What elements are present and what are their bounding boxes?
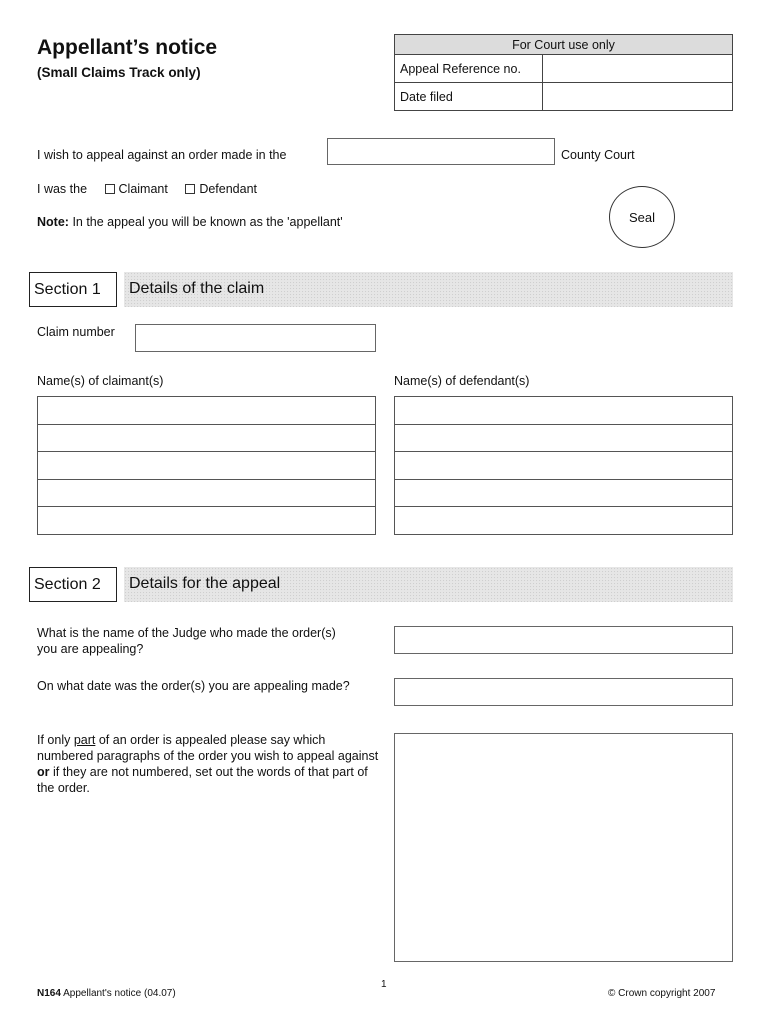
claim-number-label: Claim number — [37, 325, 115, 339]
claimants-table — [37, 396, 376, 535]
seal-label: Seal — [628, 209, 656, 225]
form-code: N164 — [37, 988, 61, 999]
judge-name-field[interactable] — [394, 626, 733, 654]
claimant-label: Claimant — [118, 182, 168, 196]
defendant-name-field[interactable] — [395, 424, 733, 452]
defendants-table — [394, 396, 733, 535]
court-use-heading: For Court use only — [395, 35, 733, 55]
appeal-reference-label: Appeal Reference no. — [395, 55, 543, 83]
claimants-label: Name(s) of claimant(s) — [37, 374, 164, 388]
section-1-number: Section 1 — [29, 272, 117, 307]
defendant-option[interactable] — [185, 182, 257, 196]
or-emphasis: or — [37, 765, 50, 779]
defendants-label: Name(s) of defendant(s) — [394, 374, 530, 388]
claimant-name-field[interactable] — [38, 452, 376, 480]
date-filed-field[interactable] — [543, 83, 733, 111]
appeal-reference-field[interactable] — [543, 55, 733, 83]
defendant-name-field[interactable] — [395, 452, 733, 480]
defendant-name-field[interactable] — [395, 397, 733, 425]
court-seal — [609, 186, 675, 248]
part-order-field[interactable] — [394, 733, 733, 962]
section-1-header — [124, 272, 733, 307]
was-the-label: I was the — [37, 182, 88, 196]
copyright-notice: © Crown copyright 2007 — [608, 988, 716, 999]
note-text: In the appeal you will be known as the 'appellant' — [72, 215, 343, 229]
note-label: Note: — [37, 215, 69, 229]
order-date-field[interactable] — [394, 678, 733, 706]
section-1-title: Details of the claim — [129, 280, 265, 297]
defendant-label: Defendant — [199, 182, 258, 196]
claimant-name-field[interactable] — [38, 397, 376, 425]
form-reference — [37, 988, 176, 999]
claimant-checkbox[interactable] — [105, 184, 115, 194]
part-emphasis: part — [73, 733, 96, 747]
claimant-option[interactable] — [105, 182, 168, 196]
claimant-name-field[interactable] — [38, 507, 376, 535]
section-2-number: Section 2 — [29, 567, 117, 602]
claim-number-field[interactable] — [135, 324, 376, 352]
claimant-name-field[interactable] — [38, 424, 376, 452]
page-number: 1 — [381, 979, 387, 990]
form-name: Appellant's notice (04.07) — [63, 988, 176, 999]
court-use-table — [394, 34, 733, 111]
defendant-checkbox[interactable] — [185, 184, 195, 194]
county-court-field[interactable] — [327, 138, 555, 165]
claimant-name-field[interactable] — [38, 479, 376, 507]
judge-question: What is the name of the Judge who made the order(s) you are appealing? — [37, 626, 336, 656]
section-2-header — [124, 567, 733, 602]
date-filed-label: Date filed — [395, 83, 543, 111]
defendant-name-field[interactable] — [395, 507, 733, 535]
appeal-court-suffix: County Court — [561, 148, 635, 162]
defendant-name-field[interactable] — [395, 479, 733, 507]
section-2-title: Details for the appeal — [129, 575, 281, 592]
form-subtitle: (Small Claims Track only) — [37, 65, 201, 80]
party-row — [37, 181, 257, 197]
form-title: Appellant’s notice — [37, 36, 218, 59]
appeal-court-prefix: I wish to appeal against an order made in the — [37, 148, 287, 162]
order-date-question: On what date was the order(s) you are appealing made? — [37, 679, 350, 693]
appellant-note — [37, 214, 343, 230]
part-order-question: If only part of an order is appealed please say which numbered paragraphs of the order you wish to appeal against or if they are not numbered, set out the words of that part of the order. — [37, 733, 379, 795]
